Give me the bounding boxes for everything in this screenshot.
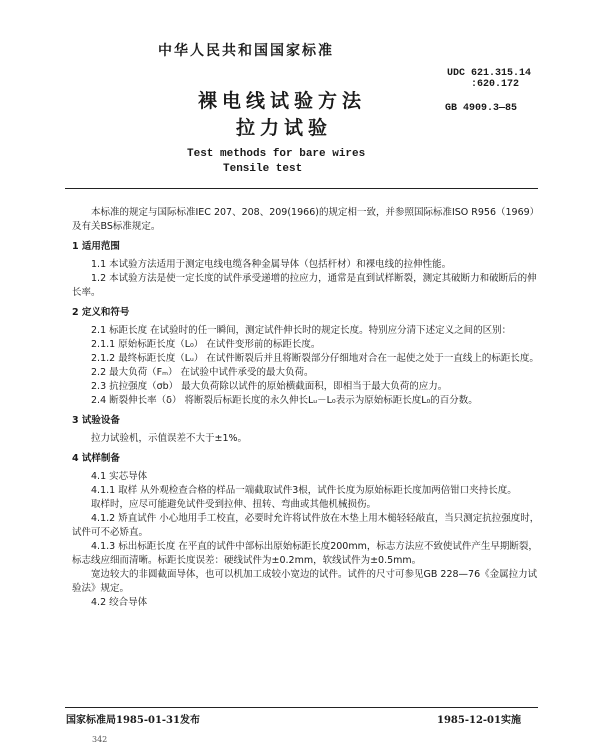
clause-4-1: 4.1 实芯导体: [91, 471, 148, 482]
title-cn-line2: 拉力试验: [236, 117, 333, 139]
title-en-line1: Test methods for bare wires: [187, 148, 366, 160]
section-4-heading: 4 试样制备: [72, 453, 120, 464]
section-2-heading: 2 定义和符号: [72, 307, 130, 318]
clause-2-4: 2.4 断裂伸长率（δ） 将断裂后标距长度的永久伸长Lᵤ－L₀表示为原始标距长度L₀的百分数。: [91, 395, 478, 406]
clause-2-1-2: 2.1.2 最终标距长度（Lᵤ） 在试件断裂后并且将断裂部分仔细地对合在一起使之处于一直线上的标距长度。: [91, 353, 539, 364]
clause-4-2: 4.2 绞合导体: [91, 597, 148, 608]
udc-line2: :620.172: [471, 79, 520, 90]
udc-line1: 621.315.14: [471, 68, 532, 79]
clause-2-1-1: 2.1.1 原始标距长度（L₀） 在试件变形前的标距长度。: [91, 339, 321, 350]
clause-1-2: 1.2 本试验方法是使一定长度的试件承受递增的拉应力，通常是直到试样断裂，测定其破断力和破断后的伸长率。: [72, 273, 537, 298]
page-number: 342: [92, 735, 108, 744]
intro-paragraph: 本标准的规定与国际标准IEC 207、208、209(1966)的规定相一致，并参照国际标准ISO R956（1969）及有关BS标准规定。: [72, 207, 540, 232]
title-en-line2: Tensile test: [223, 163, 303, 175]
implementation-date: 1985-12-01实施: [437, 715, 521, 726]
udc-code: [447, 68, 531, 90]
top-divider: [65, 188, 538, 189]
standard-name: 中华人民共和国国家标准: [158, 43, 334, 59]
gb-code: GB 4909.3—85: [445, 103, 518, 114]
clause-2-3: 2.3 抗拉强度（σb） 最大负荷除以试件的原始横截面积，即相当于最大负荷的应力。: [91, 381, 448, 392]
clause-2-1: 2.1 标距长度 在试验时的任一瞬间，测定试件伸长时的规定长度。特别应分清下述定义之间的区别：: [91, 325, 512, 336]
clause-4-1-1: 4.1.1 取样 从外观检查合格的样品一端截取试件3根，试件长度为原始标距长度加两倍钳口夹持长度。: [91, 485, 517, 496]
clause-1-1: 1.1 本试验方法适用于测定电线电缆各种金属导体（包括杆材）和裸电线的拉伸性能。: [91, 259, 452, 270]
udc-label: UDC: [447, 68, 466, 79]
section-1-heading: 1 适用范围: [72, 241, 120, 252]
clause-4-1-3: 4.1.3 标出标距长度 在平直的试件中部标出原始标距长度200mm，标志方法应不致使试件产生早期断裂，标志线应细而清晰。标距长度误差：硬线试件为±0.2mm，软线试件为±0.5mm。: [72, 541, 538, 566]
clause-2-2: 2.2 最大负荷（Fₘ） 在试验中试件承受的最大负荷。: [91, 367, 314, 378]
clause-4-1-3-note: 宽边较大的非圆截面导体，也可以机加工成较小宽边的试件。试件的尺寸可参见GB 228—76《金属拉力试验法》规定。: [72, 569, 538, 594]
section-3-heading: 3 试验设备: [72, 415, 120, 426]
clause-3-text: 拉力试验机，示值误差不大于±1%。: [91, 433, 248, 444]
issue-date: 国家标准局1985-01-31发布: [66, 715, 200, 726]
title-cn-line1: 裸电线试验方法: [198, 90, 367, 112]
bottom-divider: [65, 707, 538, 708]
clause-4-1-2: 4.1.2 矫直试件 小心地用手工校直，必要时允许将试件放在木垫上用木槌轻轻敲直，当只测定抗拉强度时，试件可不必矫直。: [72, 513, 540, 538]
clause-4-1-1-note: 取样时，应尽可能避免试件受到拉伸、扭转、弯曲或其他机械损伤。: [91, 499, 377, 510]
document-body: [72, 206, 540, 610]
udc-number: [471, 68, 531, 90]
